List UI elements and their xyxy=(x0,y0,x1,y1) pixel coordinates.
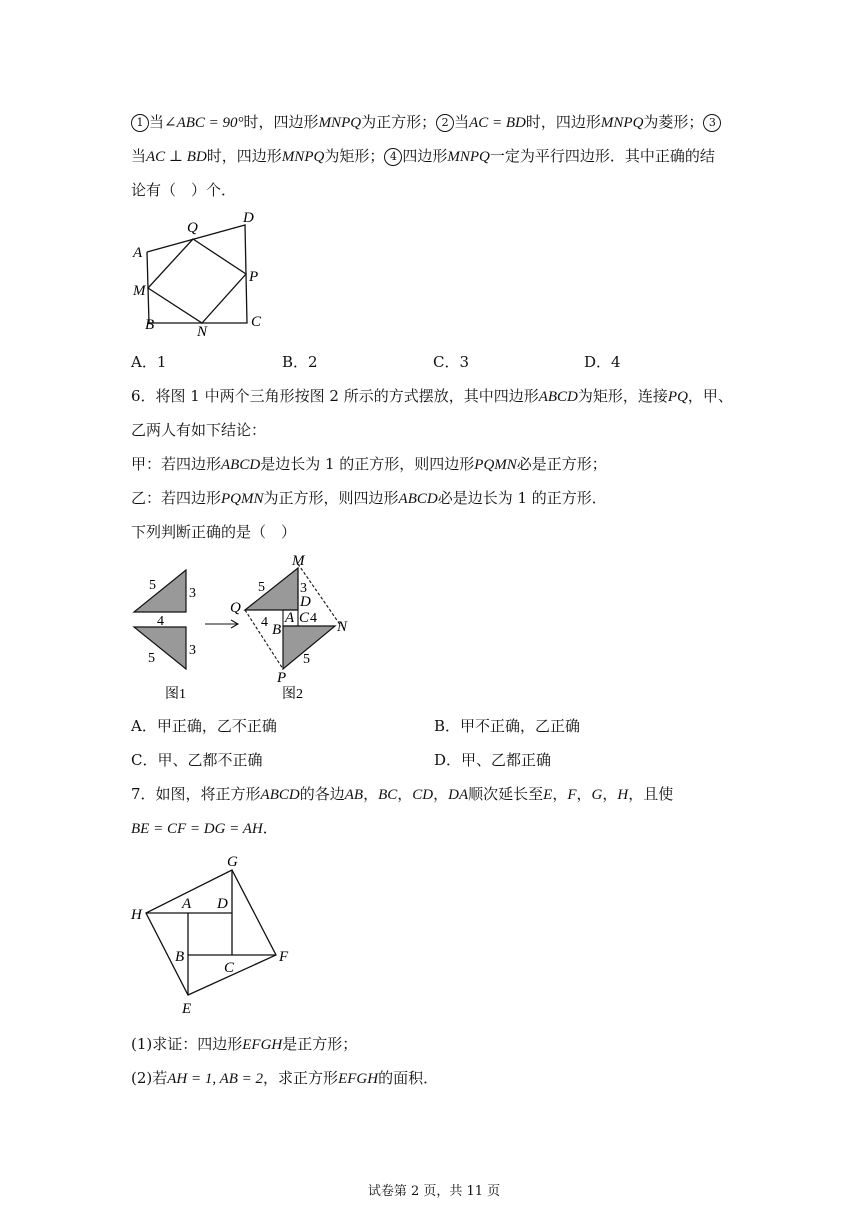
circled-number-3: 3 xyxy=(703,114,721,132)
fig1-caption: 图1 xyxy=(165,687,186,702)
q6-line-5: 下列判断正确的是（ ） xyxy=(131,523,297,541)
q6-option-d[interactable]: D．甲、乙都正确 xyxy=(434,751,552,769)
arrow-icon xyxy=(205,620,238,628)
q5-label-n: N xyxy=(197,324,208,340)
fig1-num-5a: 5 xyxy=(149,578,156,593)
q5-option-d[interactable]: D．4 xyxy=(584,353,621,371)
q5-label-p: P xyxy=(249,269,259,285)
fig2-label-b: B xyxy=(272,622,282,638)
q5-label-m: M xyxy=(133,283,146,299)
q7-line-2: BE = CF = DG = AH． xyxy=(131,819,278,837)
fig2-triangle-top xyxy=(245,568,298,610)
q7-square-efgh xyxy=(146,870,276,995)
circled-number-4: 4 xyxy=(384,148,402,166)
q6-figure xyxy=(125,550,365,710)
q5-line-1: 1 当∠ABC = 90°时，四边形MNPQ为正方形； 2 当AC = BD时，四边形MNPQ为菱形； 3 xyxy=(131,112,721,133)
q5-label-a: A xyxy=(133,245,143,261)
fig1-triangle-top xyxy=(134,570,186,612)
q7-sub-1: (1)求证：四边形EFGH是正方形； xyxy=(131,1035,358,1053)
q6-line-2: 乙两人有如下结论： xyxy=(131,421,267,439)
q7-label-c: C xyxy=(224,960,235,976)
q7-label-d: D xyxy=(217,896,228,912)
fig2-num-4a: 4 xyxy=(261,615,268,630)
q5-label-b: B xyxy=(145,317,155,333)
q7-line-1: 7．如图，将正方形ABCD的各边AB，BC，CD，DA顺次延长至E，F，G，H，且使 xyxy=(131,785,674,803)
fig2-label-m: M xyxy=(292,553,305,569)
q6-line-4: 乙：若四边形PQMN为正方形，则四边形ABCD必是边长为 1 的正方形． xyxy=(131,489,607,507)
page-footer: 试卷第 2 页，共 11 页 xyxy=(367,1184,501,1199)
q7-label-b: B xyxy=(175,949,185,965)
q7-label-g: G xyxy=(227,854,238,870)
fig1-num-3b: 3 xyxy=(189,643,196,658)
fig2-num-4b: 4 xyxy=(310,611,317,626)
q5-line-3: 论有（ ）个． xyxy=(131,181,237,199)
q6-option-b[interactable]: B．甲不正确，乙正确 xyxy=(434,717,581,735)
fig2-num-3: 3 xyxy=(300,581,307,596)
fig2-label-n: N xyxy=(337,619,348,635)
q6-option-a[interactable]: A．甲正确，乙不正确 xyxy=(131,717,277,735)
fig1-num-4: 4 xyxy=(157,614,164,629)
fig2-label-d: D xyxy=(300,594,311,610)
q5-label-c: C xyxy=(251,314,262,330)
q7-label-a: A xyxy=(182,896,192,912)
q7-label-h: H xyxy=(131,907,142,923)
q7-label-f: F xyxy=(279,949,289,965)
circled-number-1: 1 xyxy=(131,114,149,132)
fig2-num-5b: 5 xyxy=(303,652,310,667)
q7-figure xyxy=(128,850,298,1020)
q5-label-q: Q xyxy=(187,220,198,236)
fig2-caption: 图2 xyxy=(282,687,303,702)
q5-option-b[interactable]: B．2 xyxy=(282,353,318,371)
circled-number-2: 2 xyxy=(436,114,454,132)
q5-quadrilateral-mnpq xyxy=(148,239,246,323)
fig2-label-a: A xyxy=(285,610,295,626)
fig2-num-5a: 5 xyxy=(258,580,265,595)
q5-quadrilateral-abcd xyxy=(147,225,247,323)
fig1-num-5b: 5 xyxy=(148,651,155,666)
fig2-label-q: Q xyxy=(230,600,241,616)
q6-line-3: 甲：若四边形ABCD是边长为 1 的正方形，则四边形PQMN必是正方形； xyxy=(131,455,607,473)
fig2-label-p: P xyxy=(277,670,287,686)
q7-label-e: E xyxy=(182,1001,192,1017)
q5-option-a[interactable]: A．1 xyxy=(131,353,167,371)
q5-label-d: D xyxy=(243,210,254,226)
fig1-num-3a: 3 xyxy=(189,586,196,601)
fig2-label-c: C xyxy=(299,610,310,626)
q5-option-c[interactable]: C．3 xyxy=(433,353,470,371)
q6-option-c[interactable]: C．甲、乙都不正确 xyxy=(131,751,263,769)
q5-line-2: 当AC ⊥ BD时，四边形MNPQ为矩形； 4 四边形MNPQ一定为平行四边形．其中正确的结 xyxy=(131,147,715,165)
q7-sub-2: (2)若AH = 1, AB = 2，求正方形EFGH的面积． xyxy=(131,1069,439,1087)
q6-line-1: 6．将图 1 中两个三角形按图 2 所示的方式摆放，其中四边形ABCD为矩形，连接PQ，甲、 xyxy=(131,387,733,405)
q5-figure xyxy=(125,205,275,345)
fig1-triangle-bottom xyxy=(134,627,186,669)
